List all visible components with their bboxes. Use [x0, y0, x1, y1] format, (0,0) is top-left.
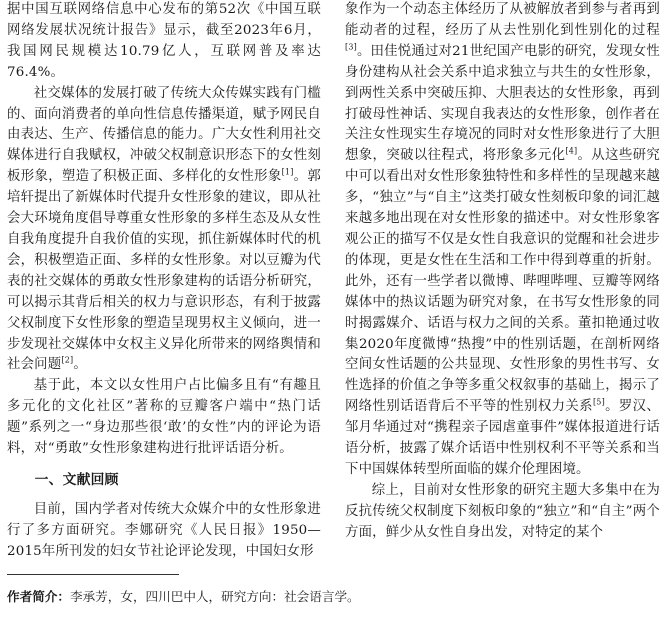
citation: [5]: [592, 397, 605, 407]
text-run: 社交媒体的发展打破了传统大众传媒实践有门槛的、面向消费者的单向性信息传播渠道，赋予网民自由表达、生产、传播信息的能力。广大女性利用社交媒体进行自我赋权，冲破父权制意识形态下的女性刻板形象，塑造了积极正面、多样化的女性形象: [7, 85, 321, 185]
paragraph: [345, 0, 660, 481]
paragraph: 基于此，本文以女性用户占比偏多且有“有趣且多元化的文化社区”著称的豆瓣客户端中“热门话题”系列之一“身边那些很‘敢’的女性”内的评论为语料，对“勇敢”女性形象建构进行批评话语分析。: [7, 378, 321, 457]
citation: [3]: [345, 42, 357, 52]
citation: [2]: [61, 355, 74, 365]
author-footnote: [7, 588, 657, 606]
left-column: [7, 0, 321, 563]
right-column: [345, 0, 660, 544]
text-run: 。罗汉、邹月华通过对“携程亲子园虐童事件”媒体报道进行话语分析，披露了媒介话语中性别权利不平等关系和当下中国媒体转型所面临的媒介伦理困境。: [345, 399, 660, 477]
text-run: 。田佳悦通过对21世纪国产电影的研究，发现女性身份建构从社会关系中追求独立与共生的女性形象，到两性关系中突破压抑、大胆表达的女性形象，再到打破母性神话、实现自我表达的女性形象，创作者在关注女性现实生存境况的同时对女性形象进行了大胆想象，突破以往程式，将形象多元化: [345, 43, 660, 164]
footnote-label: 作者简介：: [7, 589, 70, 604]
text-run: 。: [73, 357, 87, 373]
citation: [1]: [281, 167, 294, 177]
footnote-rule: [7, 574, 179, 575]
text-run: 象作为一个动态主体经历了从被解放者到参与者再到能动者的过程，经历了从去性别化到性别化的过程: [345, 2, 660, 38]
text-run: 。从这些研究中可以看出对女性形象独特性和多样性的呈现越来越多，“独立”与“自主”这类打破女性刻板印象的词汇越来越多地出现在对女性形象的描述中。对女性形象客观公正的描写不仅是女性自我意识的觉醒和社会进步的体现，更是女性在生活和工作中得到尊重的折射。此外，还有一些学者以微博、哔哩哔哩、豆瓣等网络媒体中的热议话题为研究对象，在书写女性形象的同时揭露媒介、话语与权力之间的关系。董扣艳通过收集2020年度微博“热搜”中的性别话题，在剖析网络空间女性话题的公共显现、女性形象的男性书写、女性选择的价值之争等多重父权叙事的基础上，揭示了网络性别话语背后不平等的性别权力关系: [345, 148, 660, 415]
text-run: 。郭培轩提出了新媒体时代提升女性形象的建议，即从社会大环境角度倡导尊重女性形象的多样生态及从女性自我角度提升自我价值的实现，抓住新媒体时代的机会，积极塑造正面、多样的女性形象。对以豆瓣为代表的社交媒体的勇敢女性形象建构的话语分析研究，可以揭示其背后相关的权力与意识形态，有利于披露父权制度下女性形象的塑造呈现男权主义倾向，进一步发现社交媒体中女权主义异化所带来的网络舆情和社会问题: [7, 169, 322, 373]
footnote-text: 李承芳，女，四川巴中人，研究方向：社会语言学。: [69, 589, 360, 604]
paragraph: 目前，国内学者对传统大众媒介中的女性形象进行了多方面研究。李娜研究《人民日报》1950—2015年所刊发的妇女节社论评论发现，中国妇女形: [7, 501, 321, 559]
paragraph: 综上，目前对女性形象的研究主题大多集中在为反抗传统父权制度下刻板印象的“独立”和“自主”两个方面，鲜少从女性自身出发，对特定的某个: [345, 482, 660, 540]
section-heading: 一、文献回顾: [34, 471, 119, 488]
citation: [4]: [565, 146, 578, 156]
paragraph: [7, 84, 321, 377]
paragraph: 据中国互联网络信息中心发布的第52次《中国互联网络发展状况统计报告》显示，截至2023年6月，我国网民规模达10.79亿人，互联网普及率达76.4%。: [7, 2, 321, 80]
